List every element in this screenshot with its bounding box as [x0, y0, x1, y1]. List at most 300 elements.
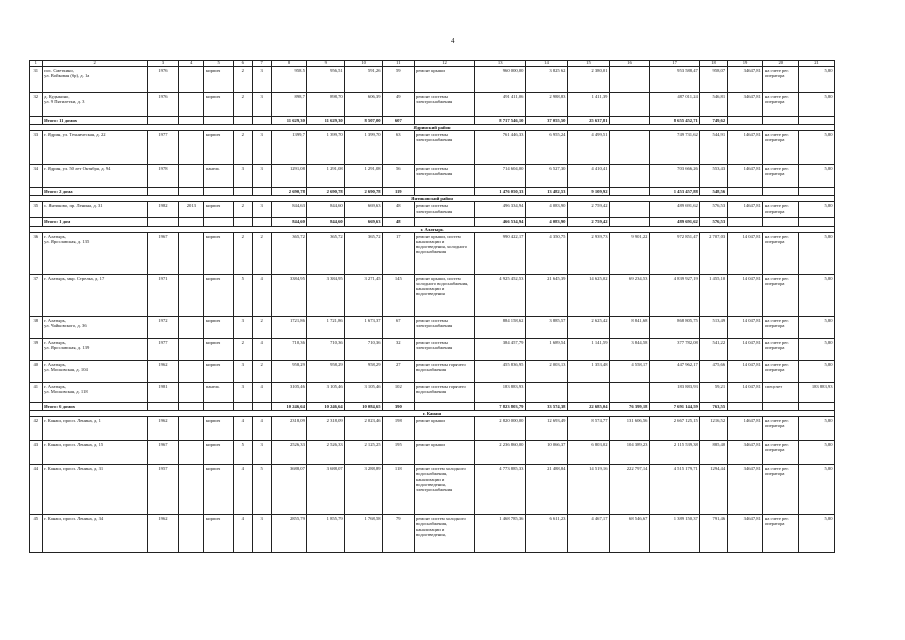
table-cell [727, 188, 763, 196]
table-cell: 3 [252, 66, 271, 92]
table-cell: 5,80 [799, 360, 835, 382]
table-cell [179, 131, 204, 165]
table-cell: ремонт системы электроснабжения [414, 131, 475, 165]
table-cell: Итого: 1 дом [42, 218, 147, 226]
table-cell: 59,21 [700, 382, 727, 402]
table-cell: 104 389,23 [609, 441, 649, 465]
table-cell: ремонт крыши [414, 66, 475, 92]
table-cell: 8 574,77 [567, 417, 609, 441]
table-cell: 1 468 785,36 [475, 515, 525, 553]
total-row [30, 116, 835, 124]
table-cell: 958,29 [271, 360, 307, 382]
table-cell: 703 666,26 [649, 165, 699, 188]
table-cell [30, 218, 43, 226]
table-cell: 496 334,94 [475, 202, 525, 218]
table-cell: 2 [252, 232, 271, 274]
table-cell: 487 011,24 [649, 92, 699, 116]
table-cell: г. Ядрин, ул. Техническая, д. 22 [42, 131, 147, 165]
table-cell: кирпич [204, 202, 233, 218]
table-cell [763, 402, 799, 410]
table-cell: кирпич [204, 131, 233, 165]
table-cell: 35 [30, 202, 43, 218]
table-cell [414, 218, 475, 226]
table-cell: 2 690,78 [271, 188, 307, 196]
table-cell: 1 689,54 [525, 338, 567, 360]
table-cell: 4 499,51 [567, 131, 609, 165]
table-cell [799, 188, 835, 196]
table-cell: 8 507,00 [345, 116, 383, 124]
table-cell: 953 588,47 [649, 66, 699, 92]
table-cell: 844,60 [307, 218, 345, 226]
table-cell: 2 [252, 316, 271, 338]
table-cell: 3 [252, 131, 271, 165]
table-cell: 34 [30, 165, 43, 188]
district-title: г. Канаш [30, 411, 835, 417]
table-cell: на счете рег. оператора [763, 316, 799, 338]
table-cell: 79 [383, 515, 415, 553]
table-cell: 4 [233, 417, 252, 441]
table-cell: 1982 [147, 202, 179, 218]
table-cell: 183 883,93 [475, 382, 525, 402]
table-cell [609, 202, 649, 218]
table-cell: 2 820 000,00 [475, 417, 525, 441]
table-cell: 513,49 [700, 316, 727, 338]
table-cell [763, 116, 799, 124]
table-cell [799, 402, 835, 410]
table-cell: 3 384,95 [307, 274, 345, 316]
table-cell [179, 92, 204, 116]
table-cell: 40 [30, 360, 43, 382]
table-cell: 2 318,09 [307, 417, 345, 441]
table-cell: 3 [233, 316, 252, 338]
table-cell: 37 [30, 274, 43, 316]
table-cell: 12 693,49 [525, 417, 567, 441]
table-cell: на счете рег. оператора [763, 66, 799, 92]
table-cell: панель [204, 165, 233, 188]
table-cell: 3 [252, 441, 271, 465]
table-cell: 1962 [147, 417, 179, 441]
column-number-cell: 10 [345, 61, 383, 67]
table-cell: 67 [383, 316, 415, 338]
table-cell: 5,80 [799, 465, 835, 515]
table-cell: 9 901,22 [609, 232, 649, 274]
table-cell: г. Алатырь, мкр. Стрелка, д. 17 [42, 274, 147, 316]
table-cell: 4 083,90 [525, 218, 567, 226]
table-cell: 1977 [147, 338, 179, 360]
table-cell [30, 116, 43, 124]
table-cell: 3 844,58 [609, 338, 649, 360]
table-row [30, 232, 835, 274]
table-cell: 32 [30, 92, 43, 116]
table-cell: 576,53 [700, 202, 727, 218]
table-cell: 1399,7 [271, 131, 307, 165]
table-cell: ремонт системы электроснабжения [414, 316, 475, 338]
table-cell: 14647,81 [727, 131, 763, 165]
table-cell: 958,29 [345, 360, 383, 382]
table-cell: 548,56 [700, 188, 727, 196]
table-cell: 3105,46 [271, 382, 307, 402]
table-cell: 5,80 [799, 131, 835, 165]
table-cell: 2 236 860,00 [475, 441, 525, 465]
table-row [30, 131, 835, 165]
table-cell: 31 [30, 66, 43, 92]
table-cell: 145 [383, 274, 415, 316]
table-cell [609, 131, 649, 165]
column-number-cell: 7 [252, 61, 271, 67]
table-cell: 6 611,23 [525, 515, 567, 553]
table-cell: 958.5 [271, 66, 307, 92]
table-cell: 1 476 050,33 [475, 188, 525, 196]
table-cell: 3 [233, 382, 252, 402]
table-cell: 21 488,84 [525, 465, 567, 515]
table-cell [414, 402, 475, 410]
table-cell: 3 825 62 [525, 66, 567, 92]
table-cell: 489 691,62 [649, 202, 699, 218]
table-cell: 1 455,10 [700, 274, 727, 316]
column-number-cell: 17 [649, 61, 699, 67]
table-cell: 2 [252, 360, 271, 382]
district-title: Ядринский район [30, 124, 835, 130]
table-row [30, 316, 835, 338]
column-number-cell: 15 [567, 61, 609, 67]
table-cell [609, 165, 649, 188]
table-cell: г. Алатырь, ул. Чайковского, д. 36 [42, 316, 147, 338]
table-cell: 1294,44 [700, 465, 727, 515]
table-cell: 68 546,67 [609, 515, 649, 553]
table-cell: 34647,81 [727, 515, 763, 553]
table-cell: 32 [383, 338, 415, 360]
column-number-cell: 18 [700, 61, 727, 67]
table-cell: 365,72 [345, 232, 383, 274]
table-cell: 14 047,81 [727, 316, 763, 338]
table-cell: на счете рег. оператора [763, 165, 799, 188]
table-cell: кирпич [204, 274, 233, 316]
table-cell: на счете рег. оператора [763, 131, 799, 165]
table-cell: 2 115 539,38 [649, 441, 699, 465]
table-cell: 990 422,17 [475, 232, 525, 274]
table-cell: панель [204, 382, 233, 402]
table-cell [179, 218, 204, 226]
table-cell [204, 402, 233, 410]
table-cell: кирпич [204, 316, 233, 338]
table-cell: 4 839 927,19 [649, 274, 699, 316]
column-number-cell: 11 [383, 61, 415, 67]
table-cell: 34647,81 [727, 465, 763, 515]
table-cell: 763,55 [700, 402, 727, 410]
table-cell: 2 625,42 [567, 316, 609, 338]
table-cell: 2 707,03 [700, 232, 727, 274]
table-cell: 2 [233, 338, 252, 360]
total-row [30, 188, 835, 196]
table-cell: 56 [383, 165, 415, 188]
table-cell: 2526,33 [271, 441, 307, 465]
table-cell [179, 515, 204, 553]
table-cell: 885,40 [700, 441, 727, 465]
table-cell: 14 519,16 [567, 465, 609, 515]
table-cell: 10 246,64 [307, 402, 345, 410]
table-cell: 5,80 [799, 338, 835, 360]
table-cell: кирпич [204, 360, 233, 382]
table-cell: 14 625,02 [567, 274, 609, 316]
table-cell: 14647,81 [727, 165, 763, 188]
table-cell: кирпич [204, 66, 233, 92]
table-cell: 4 558,17 [609, 360, 649, 382]
table-cell: на счете рег. оператора [763, 232, 799, 274]
table-cell: 4 [252, 417, 271, 441]
table-cell: 1 673,37 [345, 316, 383, 338]
table-cell: 4 467,17 [567, 515, 609, 553]
table-cell: 10 084,65 [345, 402, 383, 410]
table-cell: на счете рег. оператора [763, 338, 799, 360]
table-cell [30, 402, 43, 410]
column-number-cell: 2 [42, 61, 147, 67]
table-cell: 3 688,07 [307, 465, 345, 515]
table-cell: 3 [252, 92, 271, 116]
table-cell: 183 883,93 [799, 382, 835, 402]
table-cell [179, 232, 204, 274]
table-cell: 34647,81 [727, 92, 763, 116]
table-cell [727, 218, 763, 226]
table-cell: 669,63 [345, 218, 383, 226]
table-cell: 2 125,25 [345, 441, 383, 465]
table-cell: 1957 [147, 465, 179, 515]
table-cell: 1976 [147, 92, 179, 116]
table-cell [799, 218, 835, 226]
table-cell: 2 690,78 [345, 188, 383, 196]
table-cell: 1 768,58 [345, 515, 383, 553]
table-cell: 749 731,62 [649, 131, 699, 165]
table-cell: 791,46 [700, 515, 727, 553]
table-cell [233, 116, 252, 124]
table-cell [179, 465, 204, 515]
table-cell [30, 188, 43, 196]
table-cell: 183 883,93 [649, 382, 699, 402]
table-cell: 14647,81 [727, 202, 763, 218]
table-cell: 669,63 [345, 202, 383, 218]
table-cell [179, 360, 204, 382]
table-cell: 10 246,64 [271, 402, 307, 410]
table-cell: 1 721,86 [307, 316, 345, 338]
column-number-cell: 13 [475, 61, 525, 67]
table-row [30, 382, 835, 402]
table-cell: 3 [252, 165, 271, 188]
table-cell: 1977 [147, 131, 179, 165]
table-cell: 958,29 [307, 360, 345, 382]
table-cell: 34647,81 [727, 66, 763, 92]
table-cell [233, 188, 252, 196]
table-cell: 4 515 179,71 [649, 465, 699, 515]
table-cell [252, 218, 271, 226]
table-row [30, 92, 835, 116]
table-row [30, 274, 835, 316]
table-cell: 956,51 [307, 66, 345, 92]
table-cell: 11 629,30 [307, 116, 345, 124]
table-cell [252, 116, 271, 124]
column-number-cell: 5 [204, 61, 233, 67]
table-cell: 553,43 [700, 165, 727, 188]
table-cell: Итого: 6 домов [42, 402, 147, 410]
table-cell: 14 047,81 [727, 274, 763, 316]
table-cell: 2 003,13 [525, 360, 567, 382]
table-cell: 1971 [147, 274, 179, 316]
table-cell: 8 841,68 [609, 316, 649, 338]
table-cell: 710,36 [271, 338, 307, 360]
table-cell: Итого: 2 дома [42, 188, 147, 196]
table-cell: 5,80 [799, 316, 835, 338]
table-cell: 898,7 [271, 92, 307, 116]
table-cell: 2 [233, 232, 252, 274]
table-cell: г. Алатырь, ул. Ярославская, д. 135 [42, 232, 147, 274]
table-cell: 5,80 [799, 441, 835, 465]
table-cell: 384 457,79 [475, 338, 525, 360]
table-cell: 119 [383, 188, 415, 196]
table-cell: 3384,95 [271, 274, 307, 316]
table-cell: 3688,07 [271, 465, 307, 515]
table-cell [179, 402, 204, 410]
table-cell: 5,80 [799, 274, 835, 316]
table-cell [525, 382, 567, 402]
table-cell: 2 [233, 66, 252, 92]
table-cell [609, 66, 649, 92]
table-cell: 1 453 457,88 [649, 188, 699, 196]
table-cell: 34647,81 [727, 441, 763, 465]
table-cell: 2855,79 [271, 515, 307, 553]
table-cell: 884 158,62 [475, 316, 525, 338]
table-cell: 1 291,08 [345, 165, 383, 188]
table-cell: г. Канаш, просп. Ленина, д. 1 [42, 417, 147, 441]
table-cell: 2 988,83 [525, 92, 567, 116]
table-cell: 2 690,78 [307, 188, 345, 196]
table-cell: г. Канаш, просп. Ленина, д. 31 [42, 465, 147, 515]
table-cell: 69 234,53 [609, 274, 649, 316]
table-cell: 1 353,48 [567, 360, 609, 382]
table-cell [179, 188, 204, 196]
table-cell: 541,22 [700, 338, 727, 360]
table-cell: кирпич [204, 338, 233, 360]
table-cell: 1216,52 [700, 417, 727, 441]
table-cell: 48 [383, 202, 415, 218]
table-cell: 6 955,24 [525, 131, 567, 165]
table-cell: 576,53 [700, 218, 727, 226]
table-cell: 1721,86 [271, 316, 307, 338]
table-cell: г. Алатырь, ул. Московская, д. 104 [42, 360, 147, 382]
table-row [30, 66, 835, 92]
table-cell: 1291,08 [271, 165, 307, 188]
table-cell: 607 [383, 116, 415, 124]
table-cell: 2 759,42 [567, 202, 609, 218]
table-cell: на счете рег. оператора [763, 92, 799, 116]
column-number-cell: 21 [799, 61, 835, 67]
table-row [30, 202, 835, 218]
table-cell: ремонт крыши [414, 441, 475, 465]
table-cell: 4 [233, 515, 252, 553]
column-number-cell: 1 [30, 61, 43, 67]
column-number-cell: 6 [233, 61, 252, 67]
table-cell: 1 399,70 [307, 131, 345, 165]
table-cell: 45 [30, 515, 43, 553]
table-cell [233, 402, 252, 410]
table-cell: г. Канаш, просп. Ленина, д. 15 [42, 441, 147, 465]
table-row [30, 465, 835, 515]
table-cell: 5 [233, 441, 252, 465]
column-number-cell: 19 [727, 61, 763, 67]
table-row [30, 165, 835, 188]
table-cell: 710,36 [307, 338, 345, 360]
table-cell: 475,66 [700, 360, 727, 382]
table-cell: 844,60 [271, 218, 307, 226]
table-cell: 5,80 [799, 92, 835, 116]
table-cell: 972 851,47 [649, 232, 699, 274]
table-cell: 447 962,17 [649, 360, 699, 382]
table-cell: ремонт системы электроснабжения [414, 338, 475, 360]
table-cell [179, 274, 204, 316]
table-cell: 1981 [147, 382, 179, 402]
column-number-cell: 8 [271, 61, 307, 67]
table-cell: 4 [252, 338, 271, 360]
table-cell: 5,80 [799, 202, 835, 218]
table-cell: 1 399,70 [345, 131, 383, 165]
table-cell: 14647,81 [727, 417, 763, 441]
table-cell: 14 047,81 [727, 232, 763, 274]
table-body [30, 61, 835, 553]
table-cell [147, 116, 179, 124]
table-cell: ремонт системы горячего водоснабжения [414, 382, 475, 402]
column-number-cell: 14 [525, 61, 567, 67]
table-cell: 5,80 [799, 232, 835, 274]
table-cell: 546,81 [700, 92, 727, 116]
table-cell: 5 [233, 274, 252, 316]
table-cell: 710,36 [345, 338, 383, 360]
table-cell [763, 188, 799, 196]
table-cell: ремонт системы электроснабжения [414, 92, 475, 116]
column-number-cell: 16 [609, 61, 649, 67]
table-cell [179, 382, 204, 402]
table-cell: 4 [252, 274, 271, 316]
table-cell: 10 066,37 [525, 441, 567, 465]
table-cell: спецсчет [763, 382, 799, 402]
table-cell: ремонт системы электроснабжения [414, 165, 475, 188]
table-cell: на счете рег. оператора [763, 465, 799, 515]
table-cell [252, 188, 271, 196]
table-cell [609, 188, 649, 196]
table-cell: кирпич [204, 515, 233, 553]
table-row [30, 515, 835, 553]
table-cell: 59 [383, 66, 415, 92]
table-cell: 17 [383, 232, 415, 274]
table-cell: на счете рег. оператора [763, 274, 799, 316]
table-cell: ремонт крыши, систем канализации и водоотведения, холодного водоснабжения [414, 232, 475, 274]
table-cell [567, 382, 609, 402]
table-cell [147, 218, 179, 226]
table-cell: 9 109,92 [567, 188, 609, 196]
table-cell: 898,70 [307, 92, 345, 116]
table-cell: ремонт систем холодного водоснабжения, канализации и водоотведения, электроснабжения [414, 465, 475, 515]
table-cell: г. Алатырь, ул. Ярославская, д. 139 [42, 338, 147, 360]
table-cell: 2 [233, 202, 252, 218]
table-cell: на счете рег. оператора [763, 360, 799, 382]
column-number-cell: 9 [307, 61, 345, 67]
table-cell: 118 [383, 465, 415, 515]
table-cell: 714 604,00 [475, 165, 525, 188]
table-cell: 1 411,39 [567, 92, 609, 116]
table-cell [609, 92, 649, 116]
table-cell: 4 [233, 465, 252, 515]
table-cell: кирпич [204, 92, 233, 116]
table-cell: 3 885,57 [525, 316, 567, 338]
table-cell [179, 116, 204, 124]
table-cell: 958,07 [700, 66, 727, 92]
table-cell: 63 [383, 131, 415, 165]
